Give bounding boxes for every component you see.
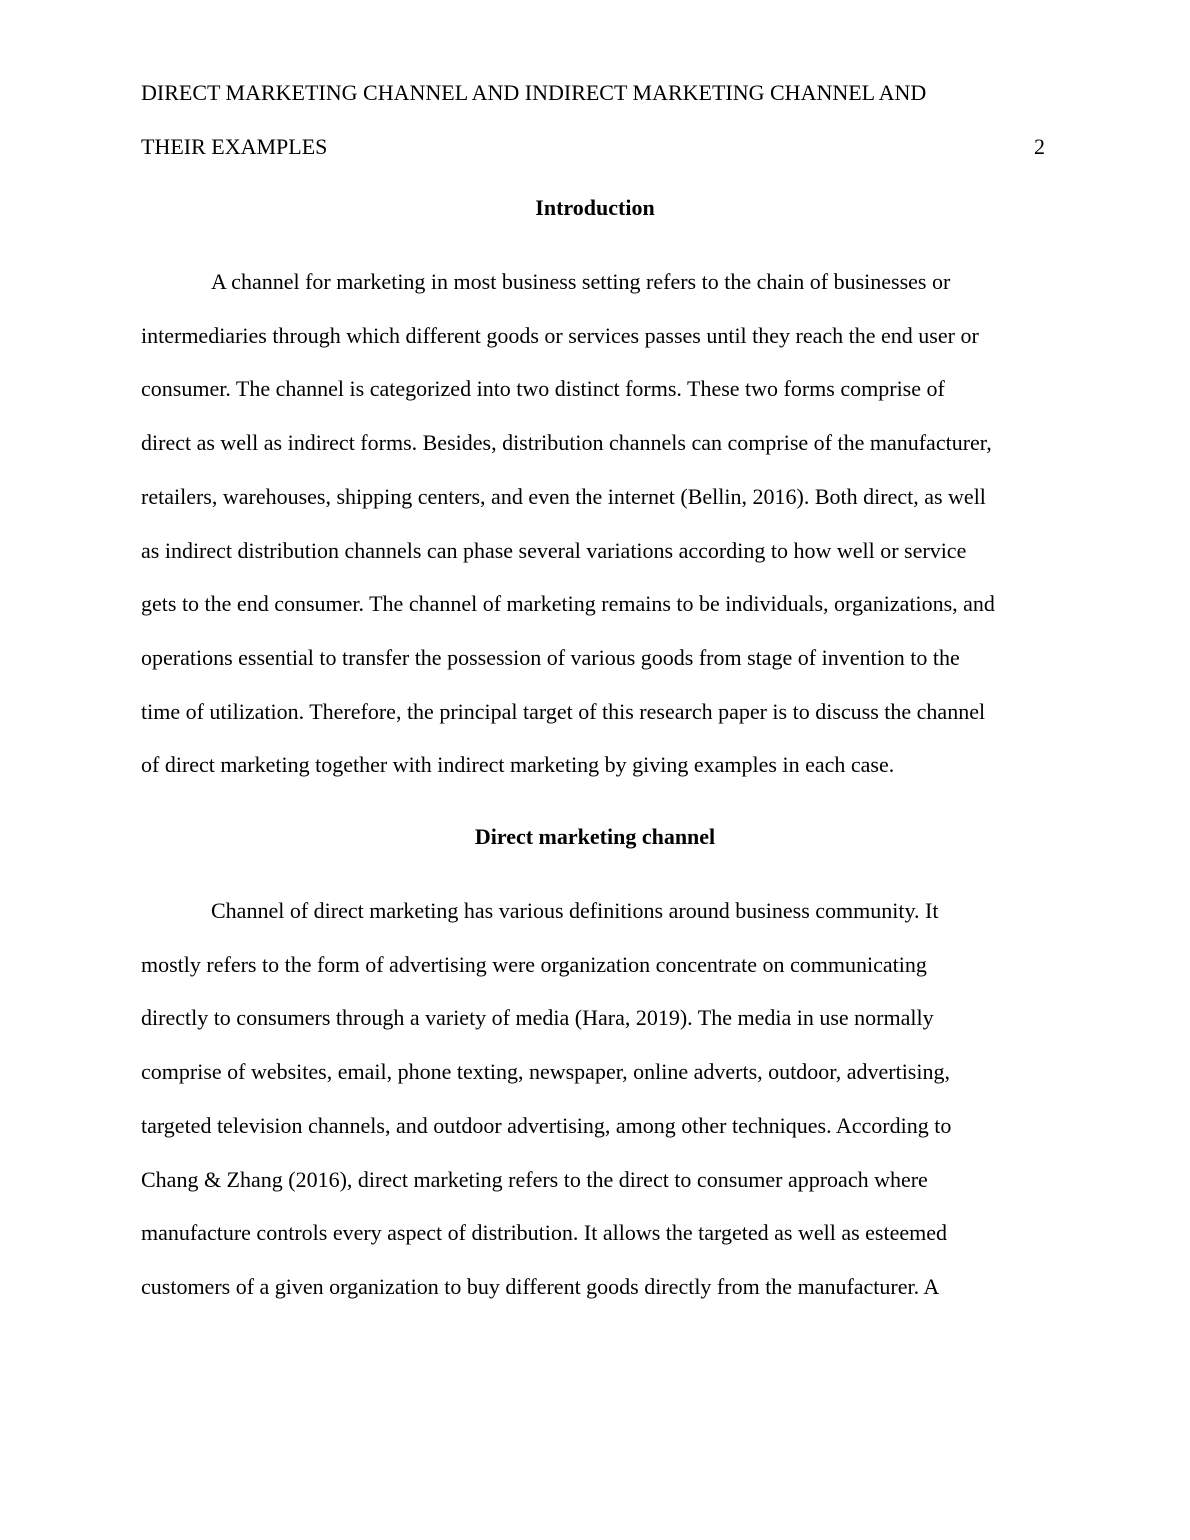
paragraph-line: direct as well as indirect forms. Besides, distribution channels can comprise of the manufacturer,	[141, 430, 992, 456]
paragraph-introduction	[141, 255, 1053, 792]
paragraph-line: operations essential to transfer the possession of various goods from stage of invention to the	[141, 644, 960, 670]
page-number: 2	[1034, 134, 1045, 159]
paragraph-line: Chang & Zhang (2016), direct marketing refers to the direct to consumer approach where	[141, 1166, 928, 1192]
paragraph-line: manufacture controls every aspect of distribution. It allows the targeted as well as esteemed	[141, 1220, 947, 1246]
paragraph-line: time of utilization. Therefore, the principal target of this research paper is to discuss the channel	[141, 698, 986, 724]
paragraph-line: A channel for marketing in most business setting refers to the chain of businesses or	[211, 269, 951, 294]
paragraph-line: directly to consumers through a variety of media (Hara, 2019). The media in use normally	[141, 1005, 934, 1031]
paragraph-line: gets to the end consumer. The channel of marketing remains to be individuals, organizations, and	[141, 591, 995, 617]
paragraph-line: consumer. The channel is categorized into two distinct forms. These two forms comprise of	[141, 376, 945, 402]
running-head-title-line1: DIRECT MARKETING CHANNEL AND INDIRECT MARKETING CHANNEL AND	[141, 80, 927, 105]
section-heading-direct-marketing-channel: Direct marketing channel	[474, 824, 716, 849]
paragraph-line: targeted television channels, and outdoor advertising, among other techniques. According to	[141, 1112, 952, 1138]
paragraph-line: comprise of websites, email, phone texting, newspaper, online adverts, outdoor, advertising,	[141, 1059, 950, 1085]
running-head-title-line2: THEIR EXAMPLES	[141, 134, 328, 159]
running-head-line2	[141, 120, 1045, 174]
section-heading-introduction: Introduction	[535, 195, 655, 220]
paragraph-line: as indirect distribution channels can phase several variations according to how well or service	[141, 537, 967, 563]
paragraph-line: retailers, warehouses, shipping centers, and even the internet (Bellin, 2016). Both direct, as well	[141, 483, 986, 509]
paragraph-direct-marketing	[141, 884, 1053, 1314]
paragraph-line: mostly refers to the form of advertising were organization concentrate on communicating	[141, 951, 927, 977]
running-head	[141, 66, 1045, 174]
paragraph-line: of direct marketing together with indirect marketing by giving examples in each case.	[141, 752, 895, 778]
paragraph-line: customers of a given organization to buy different goods directly from the manufacturer. A	[141, 1273, 940, 1299]
paragraph-line: intermediaries through which different goods or services passes until they reach the end user or	[141, 322, 979, 348]
paragraph-line: Channel of direct marketing has various definitions around business community. It	[211, 898, 939, 923]
